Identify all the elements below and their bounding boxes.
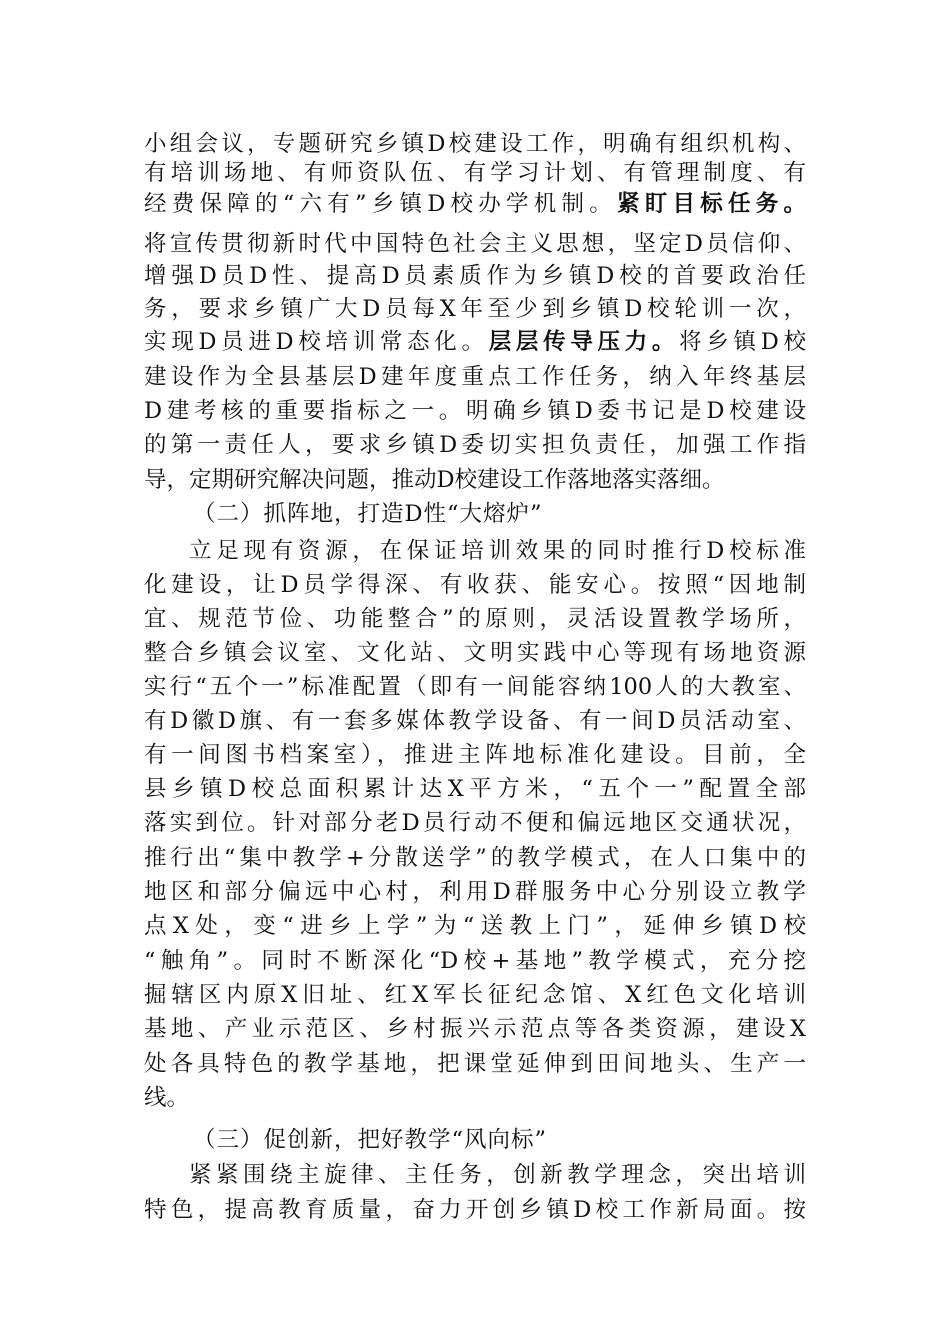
paragraph-line: 整合乡镇会议室、文化站、文明实践中心等现有场地资源	[144, 640, 806, 666]
paragraph-line: 化建设，让D员学得深、有收获、能安心。按照“因地制	[144, 572, 806, 598]
paragraph-line: 务，要求乡镇广大D员每X年至少到乡镇D校轮训一次，	[144, 296, 806, 322]
paragraph-line: 立足现有资源，在保证培训效果的同时推行D校标准	[189, 538, 806, 564]
text-run: 将乡镇D校	[679, 329, 806, 355]
paragraph-line: 实行“五个一”标准配置（即有一间能容纳100人的大教室、	[144, 674, 806, 700]
paragraph-line: 的第一责任人，要求乡镇D委切实担负责任，加强工作指	[144, 432, 806, 458]
paragraph-line: 有培训场地、有师资队伍、有学习计划、有管理制度、有	[144, 160, 806, 186]
paragraph-line: 小组会议，专题研究乡镇D校建设工作，明确有组织机构、	[144, 131, 806, 157]
paragraph-line: 基地、产业示范区、乡村振兴示范点等各类资源，建设X	[144, 1016, 806, 1042]
text-run: 实现D员进D校培训常态化。	[144, 329, 489, 355]
paragraph-line: 点X处，变“进乡上学”为“送教上门”，延伸乡镇D校	[144, 913, 806, 939]
paragraph-line: 推行出“集中教学+分散送学”的教学模式，在人口集中的	[144, 845, 806, 871]
paragraph-line: 将宣传贯彻新时代中国特色社会主义思想，坚定D员信仰、	[144, 231, 806, 257]
section-heading: （三）促创新，把好教学“风向标”	[193, 1127, 548, 1153]
paragraph-line: 增强D员D性、提高D员素质作为乡镇D校的首要政治任	[144, 263, 806, 289]
paragraph-line: D建考核的重要指标之一。明确乡镇D委书记是D校建设	[144, 398, 806, 424]
paragraph-line	[144, 327, 806, 358]
paragraph-line: 宜、规范节俭、功能整合”的原则，灵活设置教学场所，	[144, 606, 806, 632]
paragraph-line: 掘辖区内原X旧址、红X军长征纪念馆、X红色文化培训	[144, 982, 806, 1008]
paragraph-line: 有一间图书档案室），推进主阵地标准化建设。目前，全	[144, 742, 806, 768]
paragraph-line: 紧紧围绕主旋律、主任务，创新教学理念，突出培训	[189, 1162, 806, 1188]
emphasis-run: 紧盯目标任务。	[617, 191, 806, 217]
section-heading: （二）抓阵地，打造D性“大熔炉”	[193, 501, 543, 527]
paragraph-line: 处各具特色的教学基地，把课堂延伸到田间地头、生产一	[144, 1051, 806, 1077]
paragraph-line: 建设作为全县基层D建年度重点工作任务，纳入年终基层	[144, 364, 806, 390]
paragraph-line: 地区和部分偏远中心村，利用D群服务中心分别设立教学	[144, 879, 806, 905]
paragraph-line: 县乡镇D校总面积累计达X平方米，“五个一”配置全部	[144, 776, 806, 802]
paragraph-line: 有D徽D旗、有一套多媒体教学设备、有一间D员活动室、	[144, 708, 806, 734]
paragraph-line: 导，定期研究解决问题，推动D校建设工作落地落实落细。	[144, 467, 725, 493]
paragraph-line	[144, 189, 806, 220]
text-run: 经费保障的“六有”乡镇D校办学机制。	[144, 191, 617, 217]
paragraph-line: 特色，提高教育质量，奋力开创乡镇D校工作新局面。按	[144, 1197, 806, 1223]
paragraph-line: “触角”。同时不断深化“D校+基地”教学模式，充分挖	[144, 948, 806, 974]
emphasis-run: 层层传导压力。	[488, 329, 680, 355]
paragraph-line: 落实到位。针对部分老D员行动不便和偏远地区交通状况，	[144, 810, 806, 836]
paragraph-line: 线。	[144, 1085, 190, 1111]
